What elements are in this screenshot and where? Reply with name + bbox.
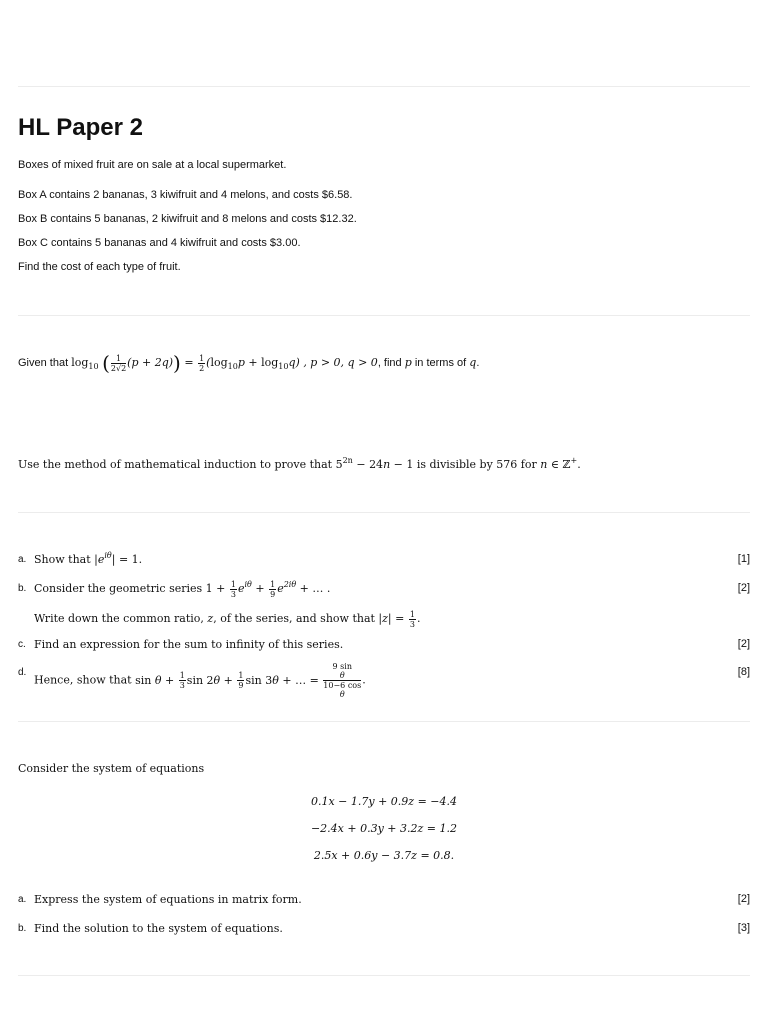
q4d-label: d.	[18, 667, 27, 678]
q4b-modulus: |z| = $\frac{1}{3}$	[378, 609, 415, 629]
q4a-text-label: Show that	[34, 553, 91, 566]
q4a-label: a.	[18, 554, 27, 565]
q4c-mark: [2]	[737, 638, 750, 650]
q3-text-a: Use the method of mathematical induction to prove that	[18, 458, 333, 471]
q4b-var-z: z	[207, 612, 214, 625]
q3-expression: $5^{2n} - 24n - 1$	[335, 456, 414, 471]
q4b-mark: [2]	[737, 582, 750, 594]
q4a-text: Show that $|e^{i\theta}| = 1$.	[34, 551, 143, 566]
q2-var-p: p	[404, 356, 412, 369]
q1-box-c: Box C contains 5 bananas and 4 kiwifruit and costs $3.00.	[18, 237, 301, 249]
q5a-label: a.	[18, 894, 27, 905]
q4b-sub-b: , of the series, and show that	[213, 612, 375, 625]
divider	[18, 975, 750, 976]
q1-box-a: Box A contains 2 bananas, 3 kiwifruit and 4 melons, and costs $6.58.	[18, 189, 353, 201]
divider	[18, 721, 750, 722]
q5-equation-2: −2.4x + 0.3y + 3.2z = 1.2	[310, 822, 458, 835]
q4d-expression: sin θ + $\frac{1}{3}$ sin 2θ + $\frac{1}{9}$ sin 3θ + … = 9 sin θ 10−6 cos θ	[135, 662, 362, 699]
q5-equation-3: 2.5x + 0.6y − 3.7z = 0.8.	[313, 849, 455, 862]
q4d-mark: [8]	[737, 666, 750, 678]
q2-terms-text: in terms of	[414, 357, 467, 369]
q2-find-text: , find	[377, 357, 402, 369]
q4c-label: c.	[18, 639, 26, 650]
q5-intro: Consider the system of equations	[18, 762, 205, 775]
q4d-text: Hence, show that sin θ + $\frac{1}{3}$ sin 2θ + $\frac{1}{9}$ sin 3θ + … = 9 sin θ 10−6 cos θ .	[34, 662, 366, 699]
q3-statement: Use the method of mathematical induction to prove that $5^{2n} - 24n - 1$ is divisible by 576 for n ∈ ℤ+.	[18, 456, 581, 471]
q4c-text: Find an expression for the sum to infinity of this series.	[34, 638, 344, 651]
q2-statement: Given that $\log_{10}$ ( $\frac{1}{2√2}$ (p + 2q)) = $\frac{1}{2}$ $(\log_{10}p + \log_{10}q)$ , p > 0, q > 0, find p in terms of q.	[18, 351, 480, 375]
q1-intro: Boxes of mixed fruit are on sale at a local supermarket.	[18, 159, 287, 171]
q4b-subtext: Write down the common ratio, z, of the series, and show that |z| = $\frac{1}{3}$ .	[34, 609, 421, 629]
q4a-expression: $|e^{i\theta}| = 1$	[94, 551, 139, 566]
q2-var-q: q	[469, 356, 477, 369]
q4b-text-label: Consider the geometric series	[34, 582, 203, 595]
q4d-text-label: Hence, show that	[34, 673, 132, 687]
divider	[18, 86, 750, 87]
q4b-series: 1 + $\frac{1}{3}$ $e^{i\theta}$ + $\frac{1}{9}$ $e^{2i\theta}$ + … .	[205, 579, 331, 599]
divider	[18, 315, 750, 316]
q3-domain: n ∈ ℤ+	[540, 456, 578, 471]
page-title: HL Paper 2	[18, 114, 143, 141]
q1-box-b: Box B contains 5 bananas, 2 kiwifruit and 8 melons and costs $12.32.	[18, 213, 357, 225]
q4b-sub-a: Write down the common ratio,	[34, 612, 204, 625]
divider	[18, 512, 750, 513]
q2-given-text: Given that	[18, 357, 69, 369]
q5b-label: b.	[18, 923, 27, 934]
q5-equation-1: 0.1x − 1.7y + 0.9z = −4.4	[310, 795, 458, 808]
q4a-mark: [1]	[737, 553, 750, 565]
q4b-label: b.	[18, 583, 27, 594]
q1-task: Find the cost of each type of fruit.	[18, 261, 181, 273]
q2-log-equation: $\log_{10}$ ( $\frac{1}{2√2}$ (p + 2q)) = $\frac{1}{2}$ $(\log_{10}p + \log_{10}q)$ , p > 0, q > 0	[71, 351, 378, 375]
q5a-mark: [2]	[737, 893, 750, 905]
q4b-text	[34, 578, 330, 600]
q5b-mark: [3]	[737, 922, 750, 934]
q3-text-b: is divisible by 576 for	[416, 458, 537, 471]
q5a-text: Express the system of equations in matrix form.	[34, 893, 302, 906]
q5b-text: Find the solution to the system of equations.	[34, 922, 283, 935]
